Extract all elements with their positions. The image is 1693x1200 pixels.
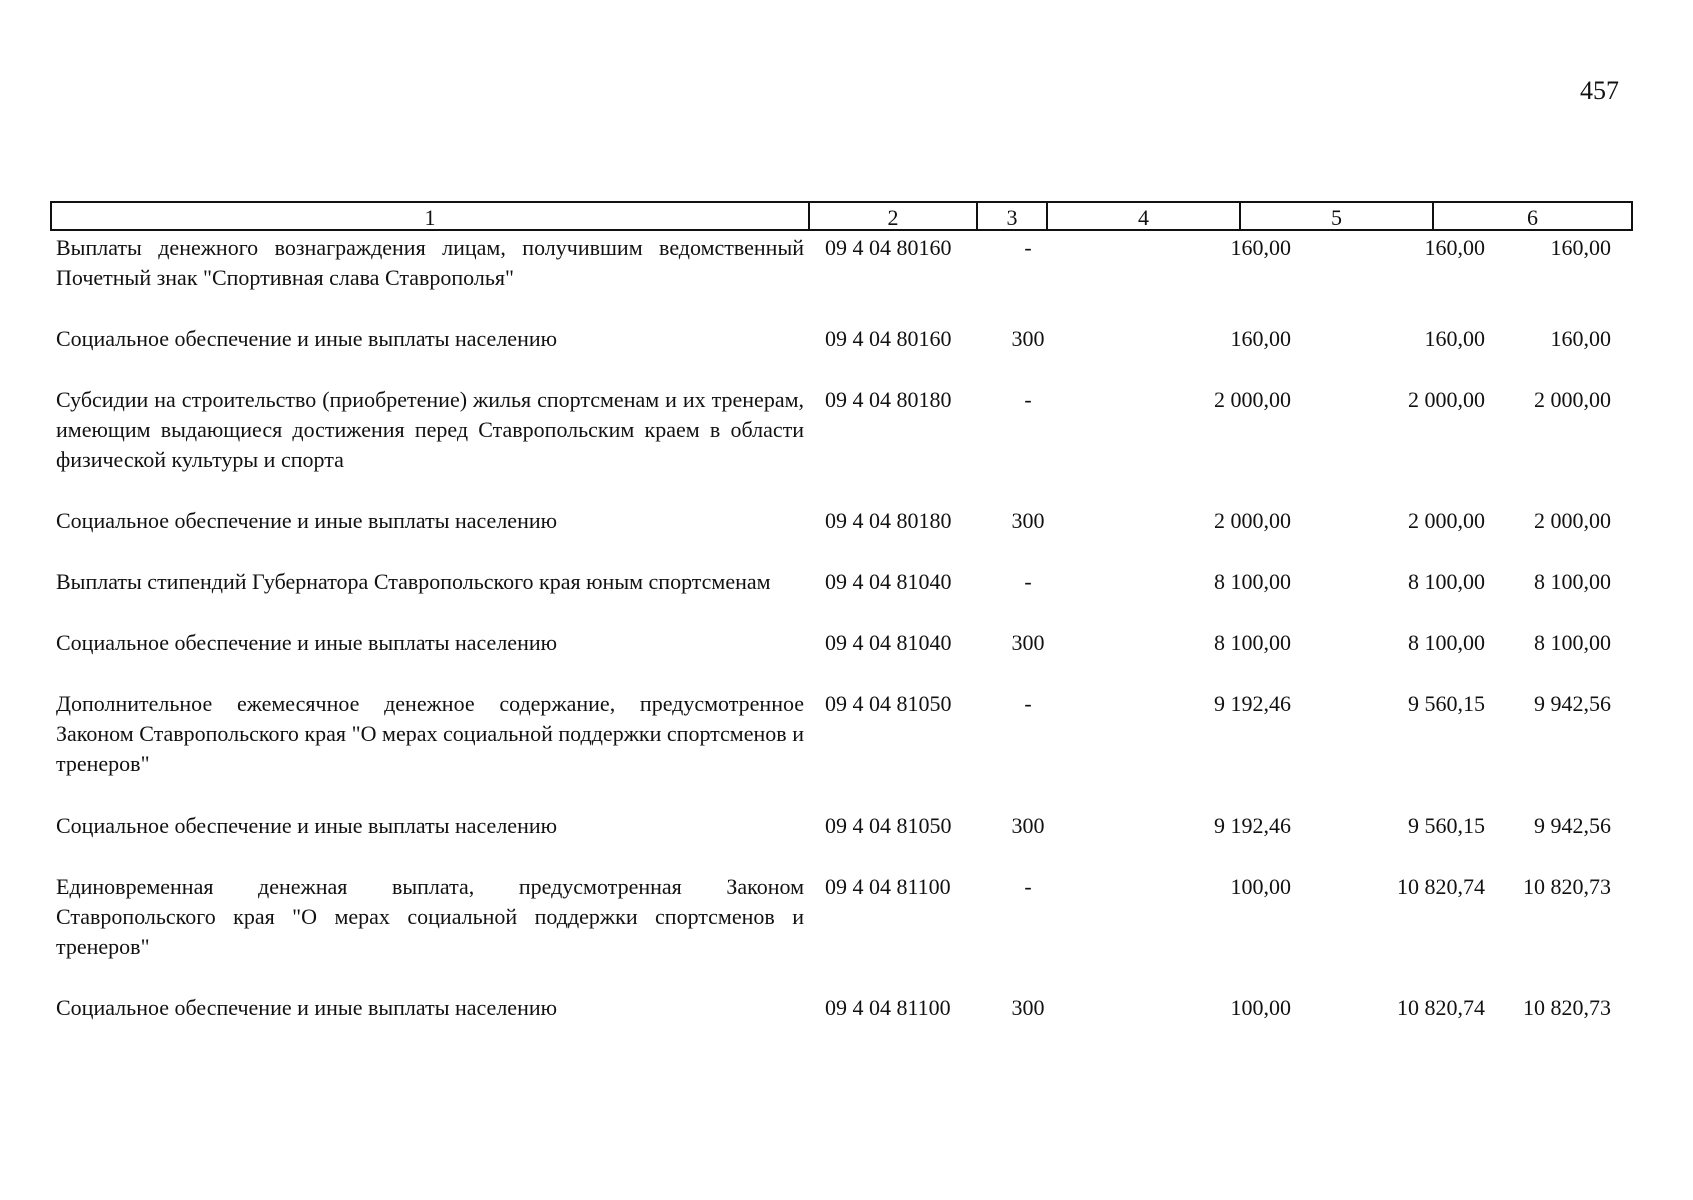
row-code: 09 4 04 81040 [825, 630, 952, 655]
row-value-4: 100,00 [1230, 874, 1291, 899]
row-value-4: 9 192,46 [1214, 691, 1291, 716]
row-value-4: 2 000,00 [1214, 508, 1291, 533]
row-name: Дополнительное ежемесячное денежное содержание, предусмотренное Законом Ставропольского края "О мерах социальной поддержки спортсменов и тренеров" [56, 691, 804, 776]
row-value-6: 10 820,73 [1523, 874, 1611, 899]
row-type: 300 [1011, 995, 1045, 1020]
table-header [50, 201, 1633, 231]
row-name: Социальное обеспечение и иные выплаты населению [56, 326, 558, 351]
row-value-5: 160,00 [1424, 326, 1485, 351]
row-type: - [1024, 691, 1032, 716]
row-value-6: 2 000,00 [1534, 387, 1611, 412]
header-col-5: 5 [1241, 203, 1434, 229]
row-value-4: 9 192,46 [1214, 813, 1291, 838]
row-type: 300 [1011, 508, 1045, 533]
row-name: Субсидии на строительство (приобретение) жилья спортсменам и их тренерам, имеющим выдающиеся достижения перед Ставропольским краем в области физической культуры и спорта [56, 387, 804, 472]
header-col-3: 3 [978, 203, 1048, 229]
row-code: 09 4 04 81100 [825, 995, 951, 1020]
row-code: 09 4 04 81050 [825, 813, 952, 838]
header-col-4: 4 [1048, 203, 1241, 229]
row-value-6: 8 100,00 [1534, 630, 1611, 655]
row-value-5: 9 560,15 [1408, 691, 1485, 716]
row-type: - [1024, 874, 1032, 899]
row-name: Выплаты стипендий Губернатора Ставропольского края юным спортсменам [56, 569, 771, 594]
row-value-6: 160,00 [1550, 235, 1611, 260]
row-code: 09 4 04 80160 [825, 235, 952, 260]
row-value-4: 160,00 [1230, 235, 1291, 260]
row-name: Выплаты денежного вознаграждения лицам, получившим ведомственный Почетный знак "Спортивная слава Ставрополья" [56, 235, 804, 290]
row-type: - [1024, 569, 1032, 594]
row-value-4: 2 000,00 [1214, 387, 1291, 412]
row-name: Социальное обеспечение и иные выплаты населению [56, 995, 558, 1020]
row-name: Социальное обеспечение и иные выплаты населению [56, 813, 558, 838]
row-value-5: 8 100,00 [1408, 569, 1485, 594]
row-value-4: 160,00 [1230, 326, 1291, 351]
row-type: 300 [1011, 813, 1045, 838]
row-value-5: 10 820,74 [1397, 874, 1485, 899]
row-name: Единовременная денежная выплата, предусмотренная Законом Ставропольского края "О мерах социальной поддержки спортсменов и тренеров" [56, 874, 804, 959]
row-type: - [1024, 387, 1032, 412]
row-value-5: 10 820,74 [1397, 995, 1485, 1020]
row-name: Социальное обеспечение и иные выплаты населению [56, 630, 558, 655]
row-code: 09 4 04 81050 [825, 691, 952, 716]
row-value-5: 2 000,00 [1408, 508, 1485, 533]
row-value-6: 9 942,56 [1534, 813, 1611, 838]
row-name: Социальное обеспечение и иные выплаты населению [56, 508, 558, 533]
row-code: 09 4 04 80160 [825, 326, 952, 351]
row-value-6: 10 820,73 [1523, 995, 1611, 1020]
row-value-4: 8 100,00 [1214, 630, 1291, 655]
row-value-5: 8 100,00 [1408, 630, 1485, 655]
row-value-5: 9 560,15 [1408, 813, 1485, 838]
row-type: 300 [1011, 630, 1045, 655]
row-value-6: 2 000,00 [1534, 508, 1611, 533]
page-number: 457 [1580, 76, 1619, 105]
row-value-6: 9 942,56 [1534, 691, 1611, 716]
row-value-5: 2 000,00 [1408, 387, 1485, 412]
row-type: 300 [1011, 326, 1045, 351]
row-code: 09 4 04 81100 [825, 874, 951, 899]
header-col-1: 1 [52, 203, 810, 229]
header-col-2: 2 [810, 203, 978, 229]
row-value-4: 100,00 [1230, 995, 1291, 1020]
row-value-4: 8 100,00 [1214, 569, 1291, 594]
row-value-6: 8 100,00 [1534, 569, 1611, 594]
row-type: - [1024, 235, 1032, 260]
row-code: 09 4 04 80180 [825, 508, 952, 533]
row-code: 09 4 04 81040 [825, 569, 952, 594]
header-col-6: 6 [1527, 205, 1538, 230]
row-value-6: 160,00 [1550, 326, 1611, 351]
row-code: 09 4 04 80180 [825, 387, 952, 412]
row-value-5: 160,00 [1424, 235, 1485, 260]
